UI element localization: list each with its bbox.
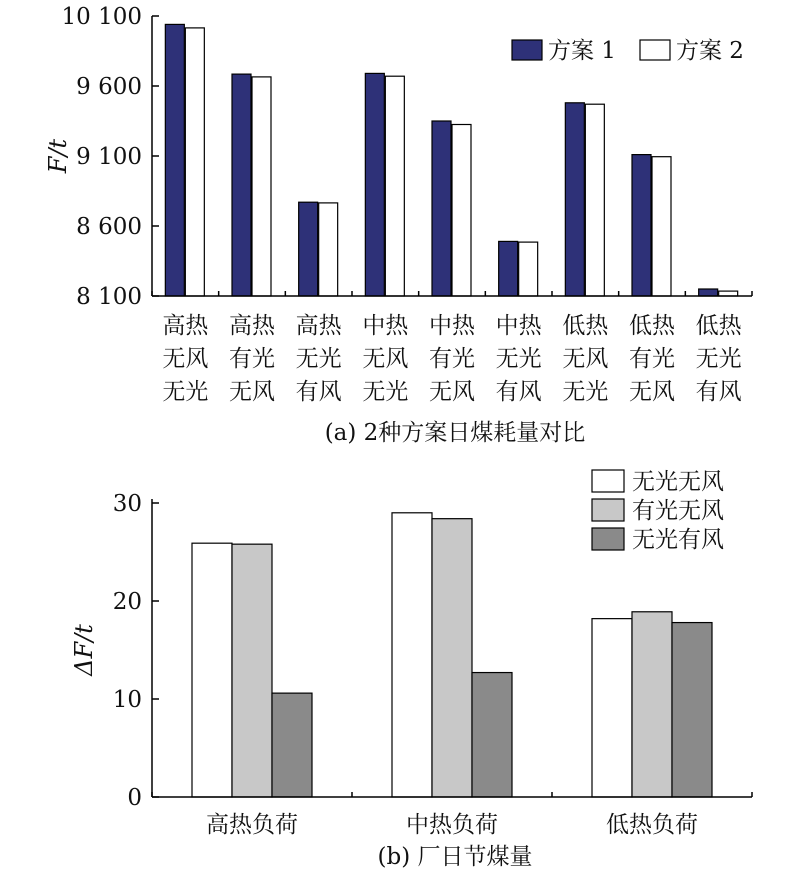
chart-a-bar-2-5 — [452, 125, 471, 297]
chart-b-bar-2-3 — [632, 612, 672, 797]
chart-a-y-tick-label: 10 100 — [61, 4, 142, 30]
chart-a-category-label: 无光 — [495, 346, 542, 372]
chart-b-y-tick-label: 10 — [112, 687, 142, 713]
chart-b-category-label: 中热负荷 — [406, 812, 498, 838]
chart-a-bar-1-6 — [499, 241, 518, 296]
chart-b-y-tick-label: 30 — [112, 491, 142, 517]
chart-b-bar-2-1 — [232, 544, 272, 797]
chart-a-category-label: 无风 — [162, 346, 209, 372]
chart-a-bar-2-3 — [319, 203, 338, 296]
chart-b-category-label: 高热负荷 — [206, 812, 298, 838]
chart-a-category-label: 无光 — [695, 346, 742, 372]
chart-a-legend-label: 方案 2 — [676, 38, 744, 64]
chart-a-y-tick-label: 8 600 — [76, 214, 142, 240]
chart-a-category-label: 无风 — [362, 346, 409, 372]
chart-a-category-label: 无光 — [362, 379, 409, 405]
chart-a-category-label: 中热 — [429, 313, 475, 339]
chart-a-category-label: 高热 — [295, 313, 342, 339]
chart-a-category-label: 有风 — [295, 379, 342, 405]
chart-a-y-tick-label: 9 100 — [76, 144, 142, 170]
chart-a-y-tick-label: 8 100 — [76, 284, 142, 310]
chart-a-category-label: 无光 — [162, 379, 209, 405]
chart-b-legend-swatch-2 — [592, 499, 624, 521]
chart-a-category-label: 低热 — [629, 313, 675, 339]
chart-b-y-tick-label: 20 — [112, 589, 142, 615]
chart-b-bar-1-3 — [592, 619, 632, 797]
chart-a-category-label: 中热 — [495, 313, 542, 339]
chart-a-bar-2-7 — [585, 104, 604, 296]
chart-a-bar-2-1 — [185, 28, 204, 296]
chart-a-category-label: 低热 — [695, 313, 742, 339]
chart-a-bar-2-4 — [385, 76, 404, 296]
chart-b-bar-2-2 — [432, 519, 472, 797]
chart-a-category-label: 有风 — [495, 379, 542, 405]
chart-b-category-label: 低热负荷 — [606, 812, 698, 838]
chart-b-bar-1-2 — [392, 513, 432, 797]
chart-b-y-tick-label: 0 — [127, 785, 142, 811]
chart-a-category-label: 无风 — [562, 346, 609, 372]
chart-a-bar-1-4 — [365, 73, 384, 296]
chart-a-category-label: 无风 — [629, 379, 675, 405]
chart-b-legend-swatch-1 — [592, 470, 624, 492]
chart-a-y-axis-label: F/t — [44, 138, 72, 174]
chart-a-category-label: 中热 — [362, 313, 409, 339]
chart-a-category-label: 有光 — [229, 346, 275, 372]
chart-a-bar-2-6 — [519, 242, 538, 296]
chart-a-y-tick-label: 9 600 — [76, 74, 142, 100]
chart-a-bar-1-1 — [165, 24, 184, 296]
chart-a-category-label: 高热 — [229, 313, 275, 339]
chart-a-category-label: 无风 — [229, 379, 275, 405]
chart-a-bar-1-8 — [632, 155, 651, 296]
chart-a-category-label: 高热 — [162, 313, 209, 339]
chart-a-bar-1-5 — [432, 121, 451, 296]
chart-b-caption: (b) 厂日节煤量 — [377, 844, 533, 870]
chart-a-category-label: 无光 — [562, 379, 609, 405]
chart-a-caption: (a) 2种方案日煤耗量对比 — [324, 420, 586, 446]
chart-a-legend-swatch-2 — [640, 40, 670, 60]
chart-b-bar-3-2 — [472, 673, 512, 797]
chart-b-bar-1-1 — [192, 543, 232, 797]
chart-a-category-label: 无光 — [295, 346, 342, 372]
chart-a-category-label: 无风 — [429, 379, 475, 405]
chart-b-legend-label: 无光有风 — [632, 527, 724, 553]
chart-a-bar-1-3 — [299, 202, 318, 296]
chart-b-legend-label: 无光无风 — [632, 469, 724, 495]
chart-a-category-label: 低热 — [562, 313, 609, 339]
chart-a-legend-label: 方案 1 — [548, 38, 616, 64]
chart-a-bar-2-8 — [652, 157, 671, 296]
chart-a-category-label: 有光 — [429, 346, 475, 372]
chart-a-bar-1-7 — [565, 103, 584, 296]
chart-a-category-label: 有风 — [695, 379, 742, 405]
chart-a-legend-swatch-1 — [512, 40, 542, 60]
chart-b-bar-3-3 — [672, 623, 712, 797]
chart-a-category-label: 有光 — [629, 346, 675, 372]
chart-b-bar-3-1 — [272, 693, 312, 797]
chart-b-legend-label: 有光无风 — [632, 498, 724, 524]
chart-a-bar-1-9 — [699, 289, 718, 296]
chart-b-legend-swatch-3 — [592, 528, 624, 550]
chart-a-bar-2-2 — [252, 77, 271, 296]
chart-a-bar-1-2 — [232, 74, 251, 296]
chart-b-y-axis-label: ΔF/t — [70, 624, 98, 676]
